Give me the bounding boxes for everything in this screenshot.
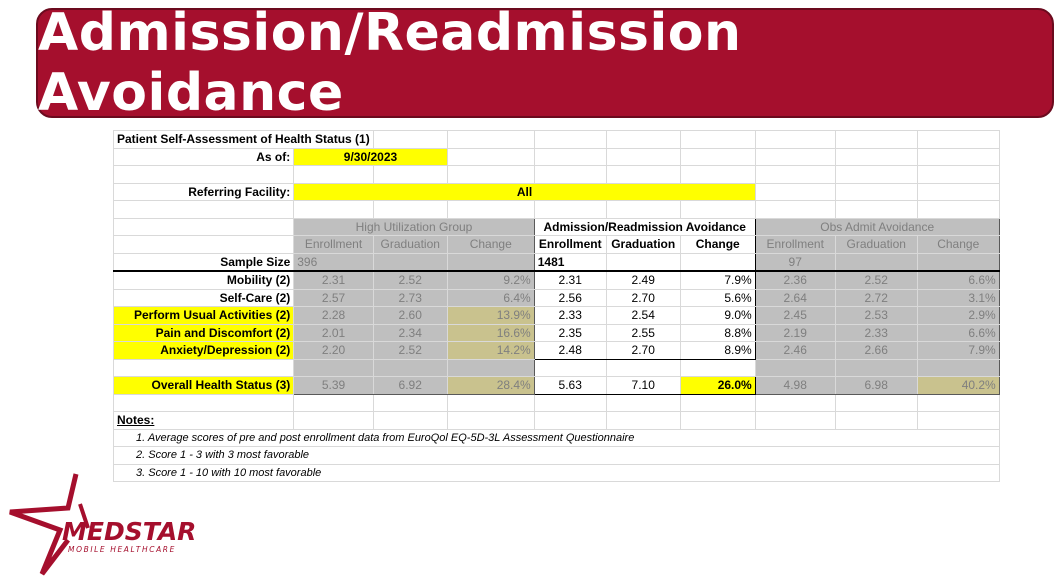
sheet-heading: Patient Self-Assessment of Health Status (1): [114, 131, 374, 149]
table-row: [114, 289, 1000, 307]
oa-graduation: 2.53: [835, 307, 917, 325]
oa-change: 3.1%: [917, 289, 999, 307]
row-label: Mobility (2): [114, 271, 294, 289]
hu-change: 28.4%: [447, 377, 534, 395]
oa-graduation: 6.98: [835, 377, 917, 395]
ar-change: 7.9%: [680, 271, 755, 289]
oa-enrollment: 2.36: [755, 271, 835, 289]
facility-value: All: [294, 183, 755, 201]
ar-graduation: 2.49: [606, 271, 680, 289]
oa-change: 7.9%: [917, 342, 999, 360]
oa-enrollment: 2.46: [755, 342, 835, 360]
row-label: Self-Care (2): [114, 289, 294, 307]
hu-change: 9.2%: [447, 271, 534, 289]
sample-size-oa: 97: [755, 253, 835, 271]
oa-change: 6.6%: [917, 324, 999, 342]
note-item: 3. Score 1 - 10 with 10 most favorable: [114, 464, 1000, 482]
hu-change: 14.2%: [447, 342, 534, 360]
col-header: Graduation: [606, 236, 680, 254]
hu-change: 16.6%: [447, 324, 534, 342]
sample-size-ar: 1481: [534, 253, 606, 271]
ar-graduation: 2.54: [606, 307, 680, 325]
hu-graduation: 2.52: [373, 271, 447, 289]
hu-graduation: 6.92: [373, 377, 447, 395]
oa-enrollment: 2.45: [755, 307, 835, 325]
row-label: Pain and Discomfort (2): [114, 324, 294, 342]
overall-label: Overall Health Status (3): [114, 377, 294, 395]
page-title: Admission/Readmission Avoidance: [38, 3, 742, 123]
oa-change: 40.2%: [917, 377, 999, 395]
logo-tagline: MOBILE HEALTHCARE: [68, 545, 176, 554]
col-header: Enrollment: [294, 236, 373, 254]
notes-label: Notes:: [114, 412, 294, 430]
hu-enrollment: 2.20: [294, 342, 373, 360]
col-header: Graduation: [373, 236, 447, 254]
overall-row: [114, 377, 1000, 395]
table-row: [114, 271, 1000, 289]
oa-change: 2.9%: [917, 307, 999, 325]
medstar-logo: [8, 468, 198, 578]
as-of-label: As of:: [114, 148, 294, 166]
hu-enrollment: 5.39: [294, 377, 373, 395]
hu-graduation: 2.60: [373, 307, 447, 325]
ar-enrollment: 2.56: [534, 289, 606, 307]
ar-graduation: 2.55: [606, 324, 680, 342]
oa-graduation: 2.66: [835, 342, 917, 360]
row-label: Perform Usual Activities (2): [114, 307, 294, 325]
ar-graduation: 2.70: [606, 342, 680, 360]
ar-change: 9.0%: [680, 307, 755, 325]
ar-enrollment: 2.31: [534, 271, 606, 289]
hu-graduation: 2.34: [373, 324, 447, 342]
oa-enrollment: 2.64: [755, 289, 835, 307]
hu-enrollment: 2.57: [294, 289, 373, 307]
hu-change: 13.9%: [447, 307, 534, 325]
group-admission-readmission: Admission/Readmission Avoidance: [534, 218, 755, 236]
row-label: Anxiety/Depression (2): [114, 342, 294, 360]
oa-enrollment: 4.98: [755, 377, 835, 395]
hu-graduation: 2.52: [373, 342, 447, 360]
ar-change: 5.6%: [680, 289, 755, 307]
col-header: Change: [917, 236, 999, 254]
group-obs-admit: Obs Admit Avoidance: [755, 218, 999, 236]
title-banner: [36, 3, 1054, 123]
oa-graduation: 2.52: [835, 271, 917, 289]
oa-graduation: 2.33: [835, 324, 917, 342]
ar-change: 26.0%: [680, 377, 755, 395]
hu-change: 6.4%: [447, 289, 534, 307]
table-row: [114, 324, 1000, 342]
ar-change: 8.8%: [680, 324, 755, 342]
col-header: Change: [680, 236, 755, 254]
hu-enrollment: 2.01: [294, 324, 373, 342]
logo-brand: MEDSTAR: [62, 517, 197, 546]
hu-enrollment: 2.28: [294, 307, 373, 325]
oa-enrollment: 2.19: [755, 324, 835, 342]
sample-size-label: Sample Size: [114, 253, 294, 271]
col-header: Change: [447, 236, 534, 254]
ar-graduation: 2.70: [606, 289, 680, 307]
note-item: 1. Average scores of pre and post enrollment data from EuroQol EQ-5D-3L Assessment Questionnaire: [114, 429, 1000, 447]
ar-enrollment: 2.35: [534, 324, 606, 342]
oa-graduation: 2.72: [835, 289, 917, 307]
as-of-value: 9/30/2023: [294, 148, 447, 166]
col-header: Graduation: [835, 236, 917, 254]
health-status-table: [113, 130, 1000, 482]
hu-enrollment: 2.31: [294, 271, 373, 289]
ar-change: 8.9%: [680, 342, 755, 360]
ar-enrollment: 2.33: [534, 307, 606, 325]
facility-label: Referring Facility:: [114, 183, 294, 201]
table-row: [114, 307, 1000, 325]
table-row: [114, 342, 1000, 360]
sample-size-hu: 396: [294, 253, 373, 271]
ar-enrollment: 2.48: [534, 342, 606, 360]
col-header: Enrollment: [534, 236, 606, 254]
oa-change: 6.6%: [917, 271, 999, 289]
hu-graduation: 2.73: [373, 289, 447, 307]
ar-graduation: 7.10: [606, 377, 680, 395]
ar-enrollment: 5.63: [534, 377, 606, 395]
note-item: 2. Score 1 - 3 with 3 most favorable: [114, 447, 1000, 465]
col-header: Enrollment: [755, 236, 835, 254]
group-high-utilization: High Utilization Group: [294, 218, 534, 236]
